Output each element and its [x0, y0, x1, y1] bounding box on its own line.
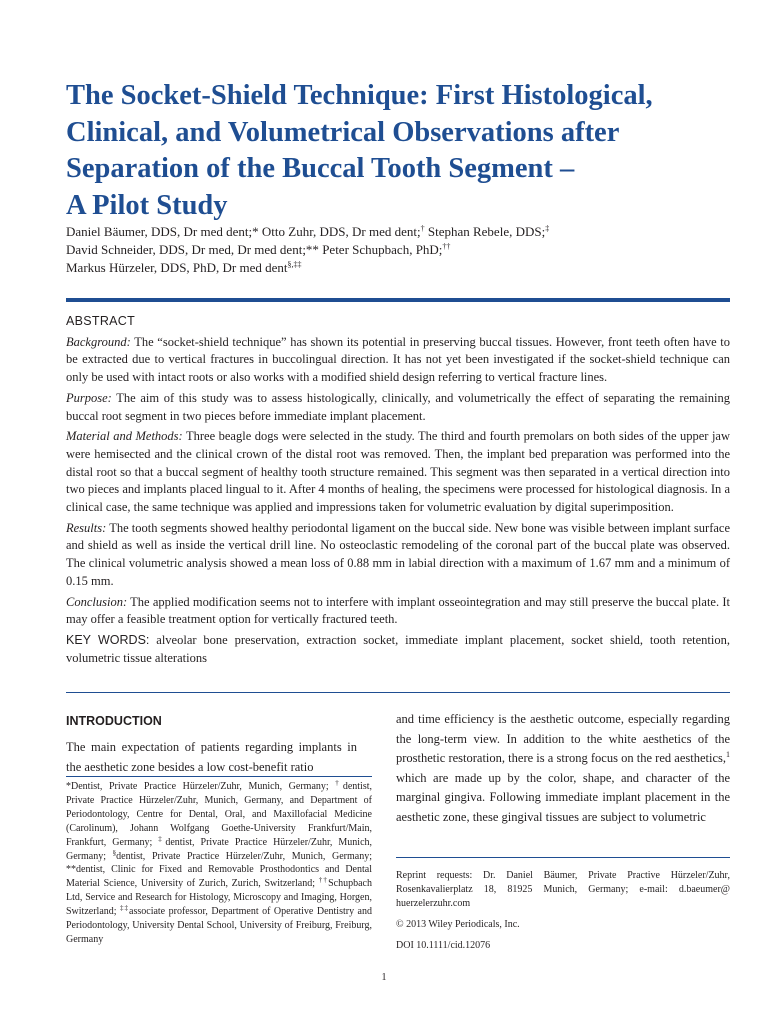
background-label: Background:: [66, 334, 131, 349]
purpose-text: The aim of this study was to assess histologically, clinically, and volumetrically the effect of separating the remaining buccal root segment in two pieces before immediate implant placement.: [66, 390, 730, 423]
intro-text: which are made up by the color, shape, and character of the marginal gingiva. Following immediate implant placement in the aesthetic zone, these gingival tissues are subject to volumetric: [396, 770, 730, 824]
methods-label: Material and Methods:: [66, 429, 183, 444]
affiliation-mark: ††: [442, 242, 451, 251]
author-stephan-rebele: Stephan Rebele, DDS;: [427, 224, 546, 239]
affiliation-mark: §,‡‡: [287, 260, 302, 269]
keywords-label: KEY WORDS:: [66, 632, 150, 647]
author-list: [66, 223, 726, 277]
title-line: A Pilot Study: [66, 189, 228, 221]
affiliations-footnote: [66, 780, 372, 947]
reprint-requests: Reprint requests: Dr. Daniel Bäumer, Private Practive Hürzeler/Zuhr, Rosenkavalierplatz 18, 81925 Munich, Germany; e-mail: d.baeumer@ huerzelerzuhr.com: [396, 870, 730, 909]
author-line: [66, 241, 726, 259]
methods-text: Three beagle dogs were selected in the study. The third and fourth premolars on both sides of the upper jaw were hemisected and the clinical crown of the distal root was removed. Then, the implant bed preparation was performed into the distal root so that a buccal segment of healthy tooth structure remained. This segment was then separated in a vertical direction into two pieces and implants placed lingual to it. After 4 months of healing, the specimens were processed for histological diagnosis. In a clinical case, the same technique was applied and impressions taken for volumetric evaluation by digital superimposition.: [66, 429, 730, 515]
abstract-keywords: [66, 632, 730, 667]
footnote-text: Schupbach Ltd, Service and Research for Histology, Microscopy and Imaging, Horgen, Switzerland;: [66, 878, 372, 918]
footnote-mark: ‡‡: [120, 904, 130, 913]
author-otto-zuhr: Otto Zuhr, DDS, Dr med dent;: [261, 224, 421, 239]
affiliation-mark: †: [420, 224, 425, 233]
author-david-schneider: David Schneider, DDS, Dr med, Dr med dent;**: [66, 242, 319, 257]
abstract-heading: ABSTRACT: [66, 314, 136, 328]
footnote-mark: ††: [318, 876, 329, 885]
title-line: Separation of the Buccal Tooth Segment –: [66, 153, 575, 184]
header-divider: [66, 298, 730, 302]
conclusion-label: Conclusion:: [66, 594, 128, 609]
footnote-mark: ‡: [158, 834, 166, 843]
footnote-text: dentist, Private Practice Hürzeler/Zuhr, Munich, Germany, and Department of Periodontology, Centre for Dental, Oral, and Maxillofacial Medicine (Carolinum), Johann Wolfgang Goethe-University Frankfurt/Main, Frankfurt, Germany;: [66, 781, 372, 848]
results-label: Results:: [66, 520, 107, 535]
footnote-divider: [66, 776, 372, 777]
keywords-text: alveolar bone preservation, extraction socket, immediate implant placement, socket shield, tooth retention, volumetric tissue alterations: [66, 632, 730, 665]
intro-paragraph-continued: [396, 710, 730, 827]
intro-right-column: [396, 710, 730, 827]
abstract-results: [66, 520, 730, 591]
results-text: The tooth segments showed healthy periodontal ligament on the buccal side. New bone was visible between implant surface and shield as well as inside the vertical drill line. No osteoclastic remodeling of the coronal part of the buccal plate was observed. The clinical volumetric analysis showed a mean loss of 0.88 mm in labial direction with a maximum of 1.67 mm and a minimum of 0.15 mm.: [66, 520, 730, 588]
author-daniel-baumer: Daniel Bäumer, DDS, Dr med dent;*: [66, 224, 259, 239]
footnote-text: dentist, Private Practice Hürzeler/Zuhr, Munich, Germany;: [66, 836, 373, 862]
intro-paragraph: The main expectation of patients regarding implants in the aesthetic zone besides a low cost-benefit ratio: [66, 740, 357, 774]
footnote-text: *Dentist, Private Practice Hürzeler/Zuhr, Munich, Germany;: [66, 781, 336, 792]
conclusion-text: The applied modification seems not to interfere with implant osseointegration and may still preserve the buccal plate. It may offer a feasible treatment option for vertically fractured teeth.: [66, 594, 730, 627]
footnote-text: dentist, Private Practice Hürzeler/Zuhr, Munich, Germany; **dentist, Clinic for Fixed and Removable Prosthodontics and Dental Material Science, University of Zurich, Zurich, Switzerland;: [66, 850, 372, 890]
abstract-divider: [66, 692, 730, 693]
page-number: 1: [381, 972, 387, 983]
abstract-purpose: [66, 390, 730, 425]
reference-mark: 1: [726, 750, 730, 759]
footnote-text: associate professor, Department of Operative Dentistry and Periodontology, University Dental School, University of Freiburg, Freiburg, Germany: [66, 906, 372, 945]
copyright-notice: © 2013 Wiley Periodicals, Inc.: [396, 919, 520, 930]
abstract-background: [66, 334, 730, 387]
intro-text: and time efficiency is the aesthetic outcome, especially regarding the long-term view. In addition to the white aesthetics of the prosthetic restoration, there is a strong focus on the red aesthetics,: [396, 712, 730, 765]
reprint-divider: [396, 857, 730, 858]
footnote-mark: §: [112, 848, 117, 857]
author-line: [66, 223, 726, 241]
introduction-heading: INTRODUCTION: [66, 714, 162, 728]
article-title: [66, 78, 716, 224]
reprint-info: [396, 869, 730, 960]
abstract-conclusion: [66, 594, 730, 629]
author-markus-hurzeler: Markus Hürzeler, DDS, PhD, Dr med dent: [66, 260, 288, 275]
abstract-methods: [66, 428, 730, 517]
doi: DOI 10.1111/cid.12076: [396, 940, 491, 951]
author-line: [66, 259, 726, 277]
title-line: Clinical, and Volumetrical Observations after: [66, 116, 620, 148]
background-text: The “socket-shield technique” has shown its potential in preserving buccal tissues. However, front teeth often have to be extracted due to vertical fractures in buccolingual direction. It has not yet been investigated if the socket-shield technique can only be used with intact roots or also works with a modified shield design referring to vertical fracture lines.: [66, 334, 730, 385]
intro-left-column: [66, 710, 357, 777]
purpose-label: Purpose:: [66, 390, 112, 405]
abstract-section: [66, 313, 730, 670]
footnote-mark: †: [335, 779, 343, 787]
author-peter-schupbach: Peter Schupbach, PhD;: [322, 242, 443, 257]
affiliation-mark: ‡: [545, 224, 550, 233]
title-line: The Socket-Shield Technique: First Histological,: [66, 80, 653, 111]
